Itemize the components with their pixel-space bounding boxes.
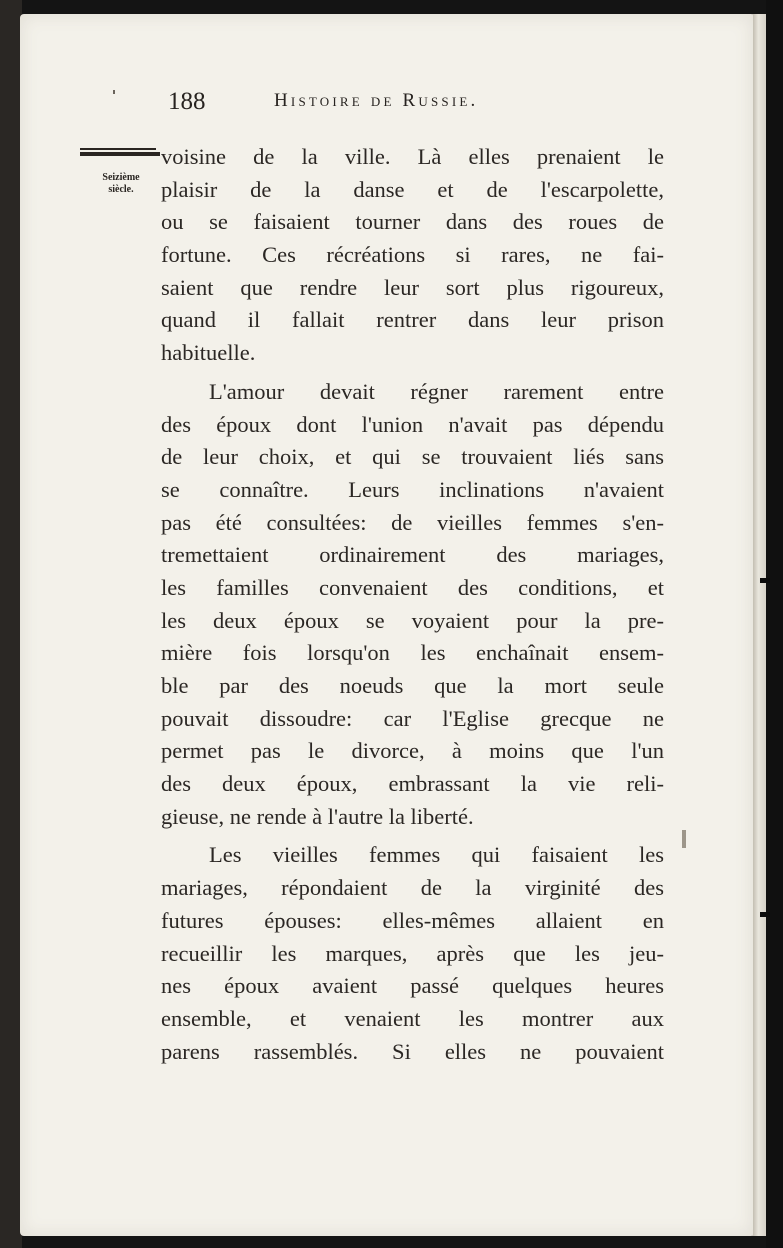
text-line: fortune. Ces récréations si rares, ne fai- [161, 242, 664, 268]
text-line: L'amour devait régner rarement entre [209, 378, 664, 404]
text-line: quand il fallait rentrer dans leur prison [161, 307, 664, 333]
running-title: Histoire de Russie. [274, 90, 479, 111]
facing-page-edge [752, 14, 766, 1236]
text-line: parens rassemblés. Si elles ne pouvaient [161, 1038, 664, 1064]
text-line: de leur choix, et qui se trouvaient liés sans [161, 444, 664, 470]
text-line: se connaître. Leurs inclinations n'avaient [161, 476, 664, 502]
marginal-note-line: Seizième [102, 172, 140, 183]
text-line: tremettaient ordinairement des mariages, [161, 542, 664, 568]
text-line: voisine de la ville. Là elles prenaient le [161, 144, 664, 169]
margin-rule-thick [80, 152, 160, 156]
body-text [161, 141, 664, 1068]
text-line: plaisir de la danse et de l'escarpolette, [161, 176, 664, 202]
text-line: les familles convenaient des conditions, et [161, 574, 664, 600]
paragraph [161, 839, 664, 1068]
ink-speck [682, 830, 686, 848]
page-number: 188 [168, 88, 206, 115]
text-line: ensemble, et venaient les montrer aux [161, 1005, 664, 1031]
text-line: mière fois lorsqu'on les enchaînait ensem- [161, 640, 664, 666]
text-line: nes époux avaient passé quelques heures [161, 973, 664, 999]
paragraph [161, 376, 664, 834]
text-line: ble par des noeuds que la mort seule [161, 673, 664, 698]
paragraph [161, 141, 664, 370]
text-line: saient que rendre leur sort plus rigoureux, [161, 274, 664, 300]
text-line: pas été consultées: de vieilles femmes s'en- [161, 509, 664, 535]
book-binding-left [0, 0, 22, 1248]
margin-rule-thin [80, 148, 156, 150]
text-line: gieuse, ne rende à l'autre la liberté. [161, 803, 474, 829]
scan-background-right [766, 0, 783, 1248]
text-line: ou se faisaient tourner dans des roues de [161, 209, 664, 235]
margin-rule [80, 148, 160, 157]
text-line: permet pas le divorce, à moins que l'un [161, 738, 664, 764]
page-header [168, 88, 668, 118]
text-line: les deux époux se voyaient pour la pre- [161, 607, 664, 633]
page-edge-mark [760, 912, 770, 917]
marginal-note [86, 172, 156, 196]
text-line: habituelle. [161, 340, 256, 366]
text-line: mariages, répondaient de la virginité des [161, 875, 664, 901]
text-line: pouvait dissoudre: car l'Eglise grecque ne [161, 705, 664, 731]
ink-speck [113, 90, 115, 94]
text-line: recueillir les marques, après que les jeu- [161, 940, 664, 966]
text-line: des deux époux, embrassant la vie reli- [161, 771, 664, 797]
text-line: des époux dont l'union n'avait pas dépendu [161, 411, 664, 437]
text-line: Les vieilles femmes qui faisaient les [209, 842, 664, 868]
page-edge-mark [760, 578, 770, 583]
text-line: futures épouses: elles-mêmes allaient en [161, 907, 664, 933]
marginal-note-line: siècle. [108, 184, 134, 195]
